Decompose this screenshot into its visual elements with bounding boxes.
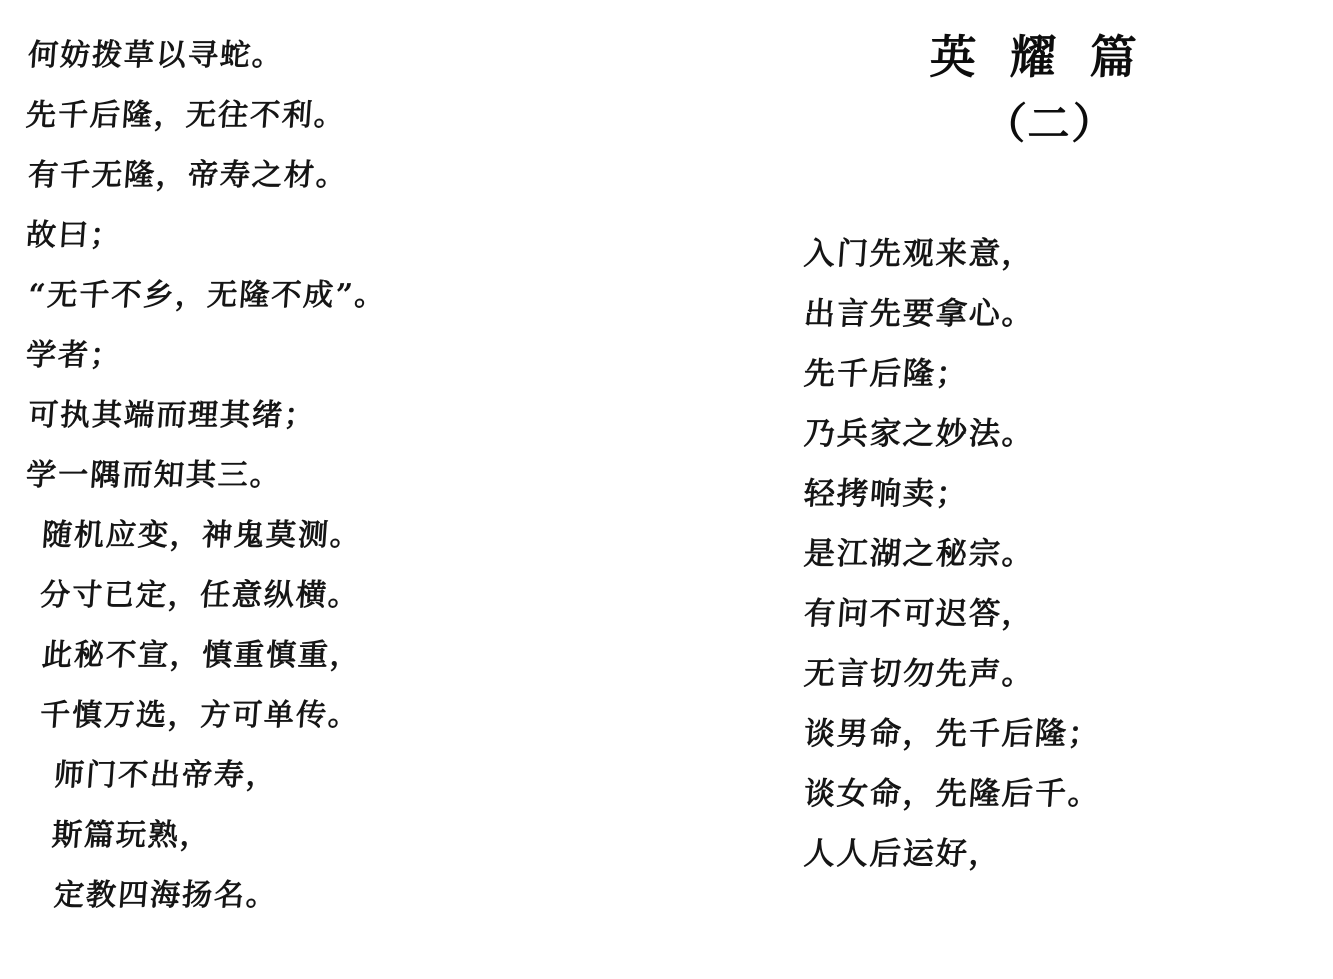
text-line: 谈女命，先隆后千。 bbox=[802, 776, 1103, 812]
text-line: 入门先观来意， bbox=[802, 236, 1037, 272]
text-line: 无言切勿先声。 bbox=[802, 656, 1037, 692]
text-line: 此秘不宣，慎重慎重， bbox=[40, 638, 364, 673]
text-line: 故曰； bbox=[24, 218, 124, 253]
text-line: 有问不可迟答， bbox=[802, 596, 1037, 632]
text-line: 谈男命，先千后隆； bbox=[802, 716, 1103, 752]
page-title: 英耀篇 bbox=[928, 30, 1172, 84]
left-text-column bbox=[26, 26, 586, 926]
text-line: 定教四海扬名。 bbox=[52, 878, 280, 913]
text-line: 师门不出帝寿， bbox=[52, 758, 280, 793]
text-line: 先千后隆； bbox=[802, 356, 971, 392]
text-line: 轻拷响卖； bbox=[802, 476, 971, 512]
text-line: 先千后隆，无往不利。 bbox=[24, 98, 348, 133]
text-line: 随机应变，神鬼莫测。 bbox=[40, 518, 364, 553]
page-subtitle: （二） bbox=[982, 99, 1118, 148]
text-line: “无千不乡，无隆不成”。 bbox=[26, 278, 388, 313]
text-line: 是江湖之秘宗。 bbox=[802, 536, 1037, 572]
text-line: 出言先要拿心。 bbox=[802, 296, 1037, 332]
text-line: 分寸已定，任意纵横。 bbox=[38, 578, 362, 613]
text-line: 千慎万选，方可单传。 bbox=[38, 698, 362, 733]
text-line: 学者； bbox=[24, 338, 124, 373]
text-line: 人人后运好， bbox=[802, 836, 1004, 872]
text-line: 乃兵家之妙法。 bbox=[802, 416, 1037, 452]
text-line: 可执其端而理其绪； bbox=[26, 398, 318, 433]
text-line: 学一隅而知其三。 bbox=[24, 458, 284, 493]
right-text-column bbox=[790, 26, 1310, 884]
text-line: 何妨拨草以寻蛇。 bbox=[26, 38, 286, 73]
text-line: 有千无隆，帝寿之材。 bbox=[26, 158, 350, 193]
text-line: 斯篇玩熟， bbox=[50, 818, 214, 853]
right-body-text bbox=[790, 224, 1310, 884]
